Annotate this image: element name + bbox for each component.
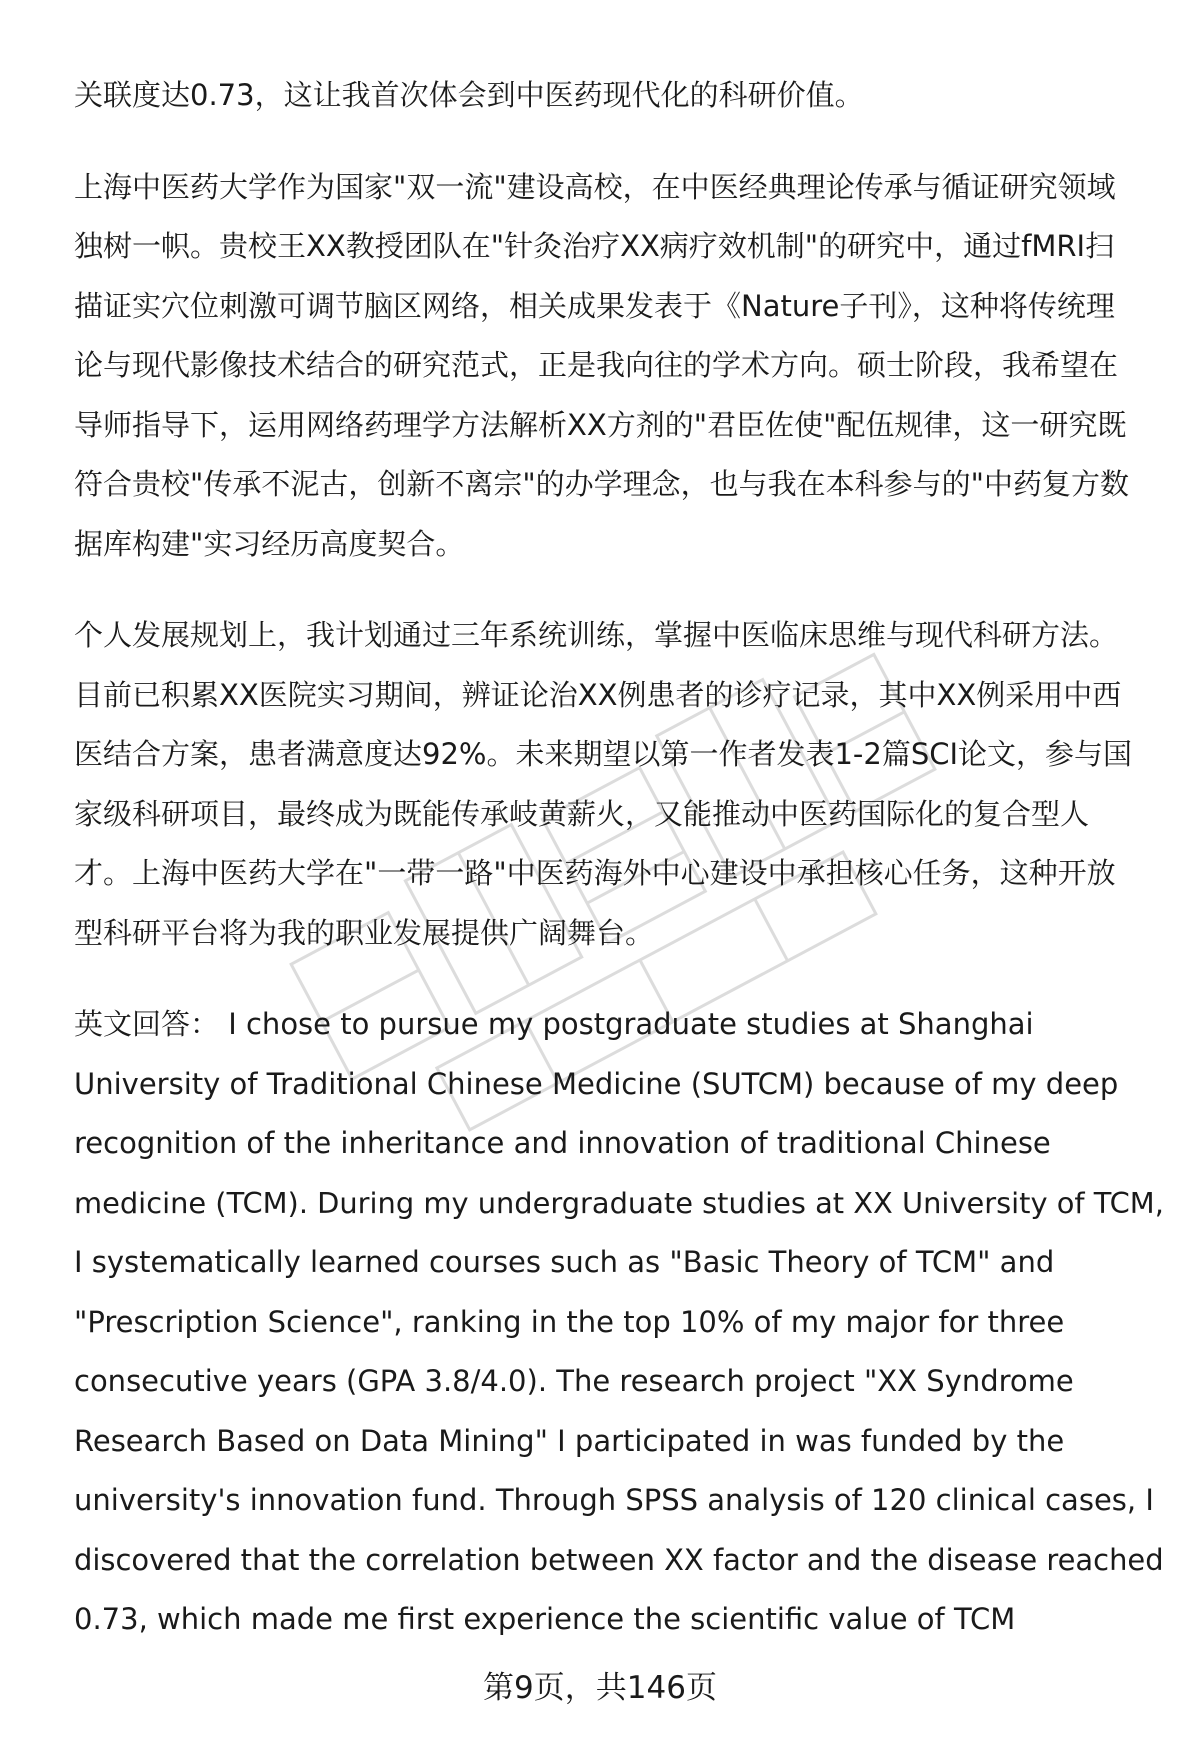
text-line: Research Based on Data Mining" I participated in was funded by the bbox=[74, 1423, 1065, 1458]
text-line: 描证实穴位刺激可调节脑区网络，相关成果发表于《Nature子刊》，这种将传统理 bbox=[74, 288, 1115, 323]
paragraph bbox=[74, 606, 1164, 963]
text-line: "Prescription Science", ranking in the top 10% of my major for three bbox=[74, 1304, 1065, 1339]
text-line: I systematically learned courses such as "Basic Theory of TCM" and bbox=[74, 1245, 1055, 1279]
text-line: 0.73, which made me first experience the scientific value of TCM bbox=[74, 1602, 1016, 1636]
text-line: 英文回答： I chose to pursue my postgraduate studies at Shanghai bbox=[74, 1007, 1034, 1041]
document-body bbox=[74, 66, 1164, 1650]
text-line: University of Traditional Chinese Medicine (SUTCM) because of my deep bbox=[74, 1066, 1119, 1101]
text-line: university's innovation fund. Through SPSS analysis of 120 clinical cases, I bbox=[74, 1483, 1154, 1517]
paragraph bbox=[74, 66, 1164, 126]
text-line: 家级科研项目，最终成为既能传承岐黄薪火，又能推动中医药国际化的复合型人 bbox=[74, 796, 1090, 831]
paragraph bbox=[74, 158, 1164, 575]
text-line: 论与现代影像技术结合的研究范式，正是我向往的学术方向。硕士阶段，我希望在 bbox=[74, 348, 1119, 382]
page-number: 第9页，共146页 bbox=[483, 1670, 717, 1706]
text-line: 个人发展规划上，我计划通过三年系统训练，掌握中医临床思维与现代科研方法。 bbox=[74, 618, 1119, 652]
text-line: 才。上海中医药大学在"一带一路"中医药海外中心建设中承担核心任务，这种开放 bbox=[74, 856, 1116, 890]
text-line: 医结合方案，患者满意度达92%。未来期望以第一作者发表1-2篇SCI论文，参与国 bbox=[74, 737, 1133, 771]
text-line: 导师指导下，运用网络药理学方法解析XX方剂的"君臣佐使"配伍规律，这一研究既 bbox=[74, 407, 1127, 442]
text-line: discovered that the correlation between XX factor and the disease reached bbox=[74, 1542, 1164, 1577]
text-line: 目前已积累XX医院实习期间，辨证论治XX例患者的诊疗记录，其中XX例采用中西 bbox=[74, 677, 1122, 712]
text-line: consecutive years (GPA 3.8/4.0). The research project "XX Syndrome bbox=[74, 1364, 1074, 1398]
paragraph-english-answer bbox=[74, 995, 1164, 1650]
text-line: 关联度达0.73，这让我首次体会到中医药现代化的科研价值。 bbox=[74, 78, 864, 112]
text-line: 上海中医药大学作为国家"双一流"建设高校，在中医经典理论传承与循证研究领域 bbox=[74, 169, 1116, 204]
text-line: 型科研平台将为我的职业发展提供广阔舞台。 bbox=[74, 915, 655, 950]
text-line: 据库构建"实习经历高度契合。 bbox=[74, 526, 465, 561]
text-line: 独树一帜。贵校王XX教授团队在"针灸治疗XX病疗效机制"的研究中，通过fMRI扫 bbox=[74, 229, 1115, 263]
text-line: medicine (TCM). During my undergraduate studies at XX University of TCM, bbox=[74, 1185, 1164, 1220]
text-line: 符合贵校"传承不泥古，创新不离宗"的办学理念，也与我在本科参与的"中药复方数 bbox=[74, 467, 1130, 501]
text-line: recognition of the inheritance and innovation of traditional Chinese bbox=[74, 1126, 1051, 1160]
